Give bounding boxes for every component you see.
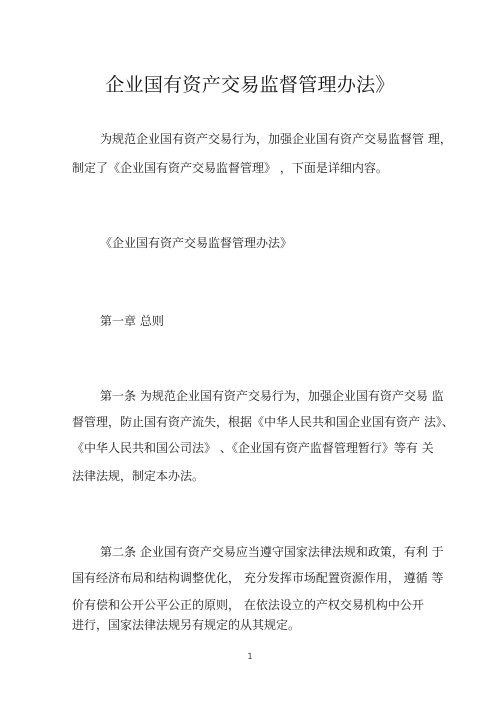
article-2-line-2: 国有经济布局和结构调整优化， 充分发挥市场配置资源作用， 遵循 等: [72, 571, 444, 585]
law-title: 《企业国有资产交易监督管理办法》: [100, 236, 293, 250]
chapter-heading: 第一章 总则: [100, 314, 164, 328]
document-title: 企业国有资产交易监督管理办法》: [105, 74, 395, 96]
article-2-line-1: 第二条 企业国有资产交易应当遵守国家法律法规和政策，有利 于: [100, 545, 444, 559]
article-1-line-4: 法律法规，制定本办法。: [72, 469, 205, 483]
page-number: 1: [247, 652, 253, 661]
intro-line-2: 制定了《企业国有资产交易监督管理》 ，下面是详细内容。: [72, 161, 388, 175]
article-2-line-4: 进行，国家法律法规另有规定的从其规定。: [72, 618, 301, 632]
article-2-line-3: 价有偿和公开公平公正的原则， 在依法设立的产权交易机构中公开: [72, 598, 424, 612]
article-1-line-3: 《中华人民共和国公司法》 、《企业国有资产监督管理暂行》等有 关: [72, 441, 434, 455]
article-1-line-1: 第一条 为规范企业国有资产交易行为，加强企业国有资产交易 监: [100, 389, 444, 403]
intro-line-1: 为规范企业国有资产交易行为，加强企业国有资产交易监督管 理，: [100, 132, 452, 146]
article-1-line-2: 督管理，防止国有资产流失，根据《中华人民共和国企业国有资产 法》、: [72, 415, 454, 429]
